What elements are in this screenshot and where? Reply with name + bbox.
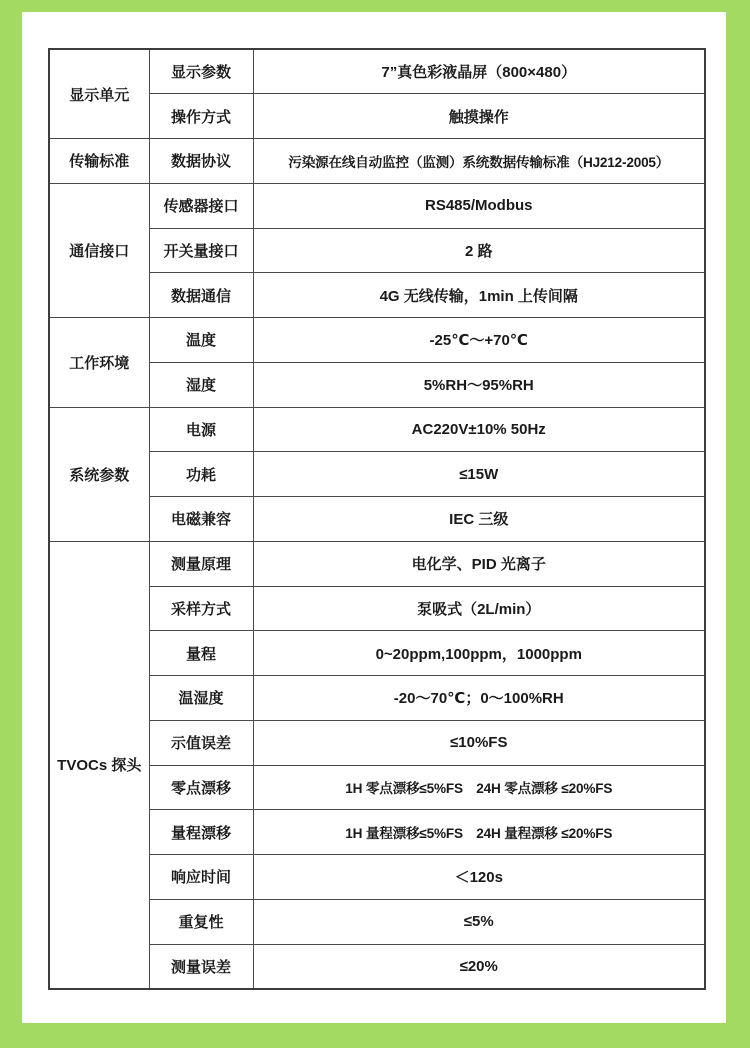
parameter-cell: 电源 xyxy=(149,407,253,452)
table-row xyxy=(49,407,705,452)
table-row xyxy=(49,183,705,228)
value-cell: 1H 量程漂移≤5%FS 24H 量程漂移 ≤20%FS xyxy=(253,810,705,855)
value-cell: 1H 零点漂移≤5%FS 24H 零点漂移 ≤20%FS xyxy=(253,765,705,810)
parameter-cell: 数据协议 xyxy=(149,139,253,184)
parameter-cell: 功耗 xyxy=(149,452,253,497)
parameter-cell: 传感器接口 xyxy=(149,183,253,228)
value-cell: ≤20% xyxy=(253,944,705,989)
value-cell: ≤5% xyxy=(253,899,705,944)
table-row xyxy=(49,318,705,363)
parameter-cell: 电磁兼容 xyxy=(149,497,253,542)
content-surface xyxy=(22,12,726,1023)
parameter-cell: 零点漂移 xyxy=(149,765,253,810)
table-row xyxy=(49,541,705,586)
value-cell: -20～70℃；0～100%RH xyxy=(253,676,705,721)
parameter-cell: 显示参数 xyxy=(149,49,253,94)
parameter-cell: 量程 xyxy=(149,631,253,676)
value-cell: -25℃～+70℃ xyxy=(253,318,705,363)
value-cell: 污染源在线自动监控（监测）系统数据传输标准（HJ212-2005） xyxy=(253,139,705,184)
value-cell: 泵吸式（2L/min） xyxy=(253,586,705,631)
spec-table xyxy=(48,48,706,990)
group-label-cell: 通信接口 xyxy=(49,183,149,317)
parameter-cell: 操作方式 xyxy=(149,94,253,139)
value-cell: 电化学、PID 光离子 xyxy=(253,541,705,586)
parameter-cell: 温湿度 xyxy=(149,676,253,721)
parameter-cell: 重复性 xyxy=(149,899,253,944)
value-cell: IEC 三级 xyxy=(253,497,705,542)
group-label-cell: TVOCs 探头 xyxy=(49,541,149,989)
value-cell: ≤15W xyxy=(253,452,705,497)
value-cell: ＜120s xyxy=(253,855,705,900)
parameter-cell: 示值误差 xyxy=(149,720,253,765)
parameter-cell: 湿度 xyxy=(149,362,253,407)
table-row xyxy=(49,49,705,94)
value-cell: 触摸操作 xyxy=(253,94,705,139)
parameter-cell: 测量原理 xyxy=(149,541,253,586)
value-cell: 7”真色彩液晶屏（800×480） xyxy=(253,49,705,94)
parameter-cell: 量程漂移 xyxy=(149,810,253,855)
parameter-cell: 温度 xyxy=(149,318,253,363)
group-label-cell: 传输标准 xyxy=(49,139,149,184)
group-label-cell: 系统参数 xyxy=(49,407,149,541)
parameter-cell: 开关量接口 xyxy=(149,228,253,273)
group-label-cell: 工作环境 xyxy=(49,318,149,408)
spec-table-body xyxy=(49,49,705,989)
value-cell: 0~20ppm,100ppm，1000ppm xyxy=(253,631,705,676)
value-cell: 2 路 xyxy=(253,228,705,273)
parameter-cell: 响应时间 xyxy=(149,855,253,900)
value-cell: RS485/Modbus xyxy=(253,183,705,228)
value-cell: ≤10%FS xyxy=(253,720,705,765)
value-cell: AC220V±10% 50Hz xyxy=(253,407,705,452)
group-label-cell: 显示单元 xyxy=(49,49,149,139)
value-cell: 5%RH～95%RH xyxy=(253,362,705,407)
value-cell: 4G 无线传输，1min 上传间隔 xyxy=(253,273,705,318)
parameter-cell: 数据通信 xyxy=(149,273,253,318)
parameter-cell: 测量误差 xyxy=(149,944,253,989)
parameter-cell: 采样方式 xyxy=(149,586,253,631)
table-row xyxy=(49,139,705,184)
